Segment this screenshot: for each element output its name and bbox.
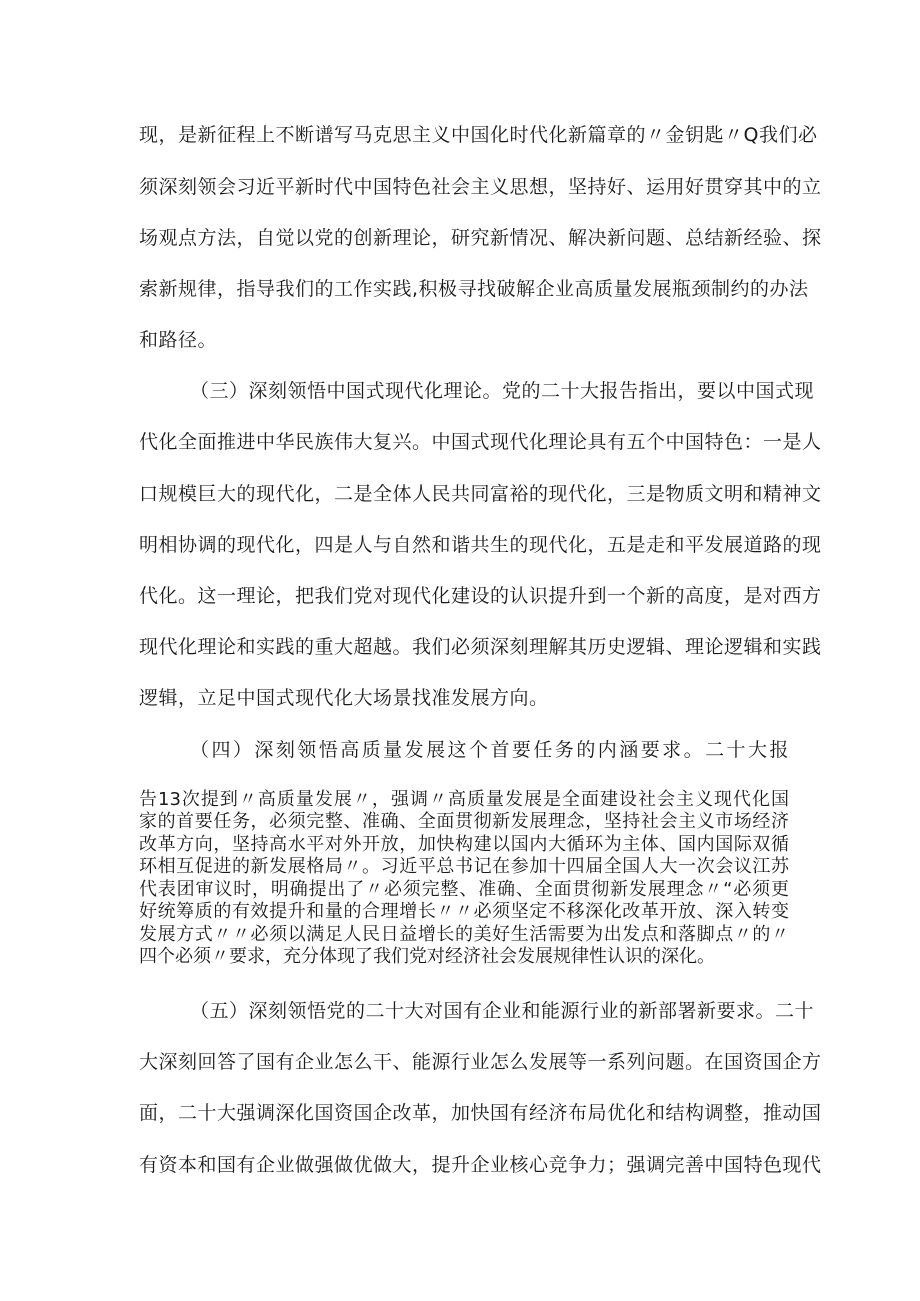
paragraph-line: 改革方向，坚持高水平对外开放，加快构建以国内大循环为主体、国内国际双循 — [139, 834, 789, 855]
paragraph-line: 有资本和国有企业做强做优做大，提升企业核心竞争力；强调完善中国特色现代 — [139, 1154, 822, 1176]
paragraph-heading-line: （四）深刻领悟高质量发展这个首要任务的内涵要求。二十大报 — [190, 739, 789, 761]
paragraph-line: 发展方式〃〃必须以满足人民日益增长的美好生活需要为出发点和落脚点〃的〃 — [139, 924, 789, 945]
paragraph-line: 逻辑，立足中国式现代化大场景找准发展方向。 — [139, 687, 549, 709]
paragraph-line: 大深刻回答了国有企业怎么干、能源行业怎么发展等一系列问题。在国资国企方 — [139, 1051, 822, 1073]
paragraph-line: 代化。这一理论，把我们党对现代化建设的认识提升到一个新的高度，是对西方 — [139, 585, 822, 607]
paragraph-line: 好统筹质的有效提升和量的合理增长〃〃必须坚定不移深化改革开放、深入转变 — [139, 901, 789, 922]
paragraph-line: 场观点方法，自觉以党的创新理论，研究新情况、解决新问题、总结新经验、探 — [139, 227, 822, 249]
paragraph-line: （五）深刻领悟党的二十大对国有企业和能源行业的新部署新要求。二十 — [190, 1000, 815, 1022]
paragraph-line: 告13次提到〃高质量发展〃，强调〃高质量发展是全面建设社会主义现代化国 — [139, 789, 789, 810]
paragraph-line: 索新规律，指导我们的工作实践,积极寻找破解企业高质量发展瓶颈制约的办法 — [139, 278, 809, 300]
paragraph-line: 和路径。 — [139, 329, 218, 351]
paragraph-line: 四个必须〃要求，充分体现了我们党对经济社会发展规律性认识的深化。 — [139, 946, 715, 967]
paragraph-line: 口规模巨大的现代化，二是全体人民共同富裕的现代化，三是物质文明和精神文 — [139, 483, 822, 505]
paragraph-line: 现，是新征程上不断谱写马克思主义中国化时代化新篇章的〃金钥匙〃Q我们必 — [139, 124, 818, 146]
paragraph-line: （三）深刻领悟中国式现代化理论。党的二十大报告指出，要以中国式现 — [190, 380, 815, 402]
paragraph-line: 代化全面推进中华民族伟大复兴。中国式现代化理论具有五个中国特色：一是人 — [139, 431, 822, 453]
paragraph-line: 须深刻领会习近平新时代中国特色社会主义思想，坚持好、运用好贯穿其中的立 — [139, 176, 822, 198]
paragraph-line: 现代化理论和实践的重大超越。我们必须深刻理解其历史逻辑、理论逻辑和实践 — [139, 636, 822, 658]
paragraph-line: 代表团审议时，明确提出了〃必须完整、准确、全面贯彻新发展理念〃“必须更 — [139, 879, 789, 900]
paragraph-line: 家的首要任务，必须完整、准确、全面贯彻新发展理念，坚持社会主义市场经济 — [139, 811, 789, 832]
paragraph-line: 明相协调的现代化，四是人与自然和谐共生的现代化，五是走和平发展道路的现 — [139, 534, 822, 556]
paragraph-line: 环相互促进的新发展格局〃。习近平总书记在参加十四届全国人大一次会议江苏 — [139, 856, 789, 877]
paragraph-line: 面，二十大强调深化国资国企改革，加快国有经济布局优化和结构调整，推动国 — [139, 1102, 822, 1124]
